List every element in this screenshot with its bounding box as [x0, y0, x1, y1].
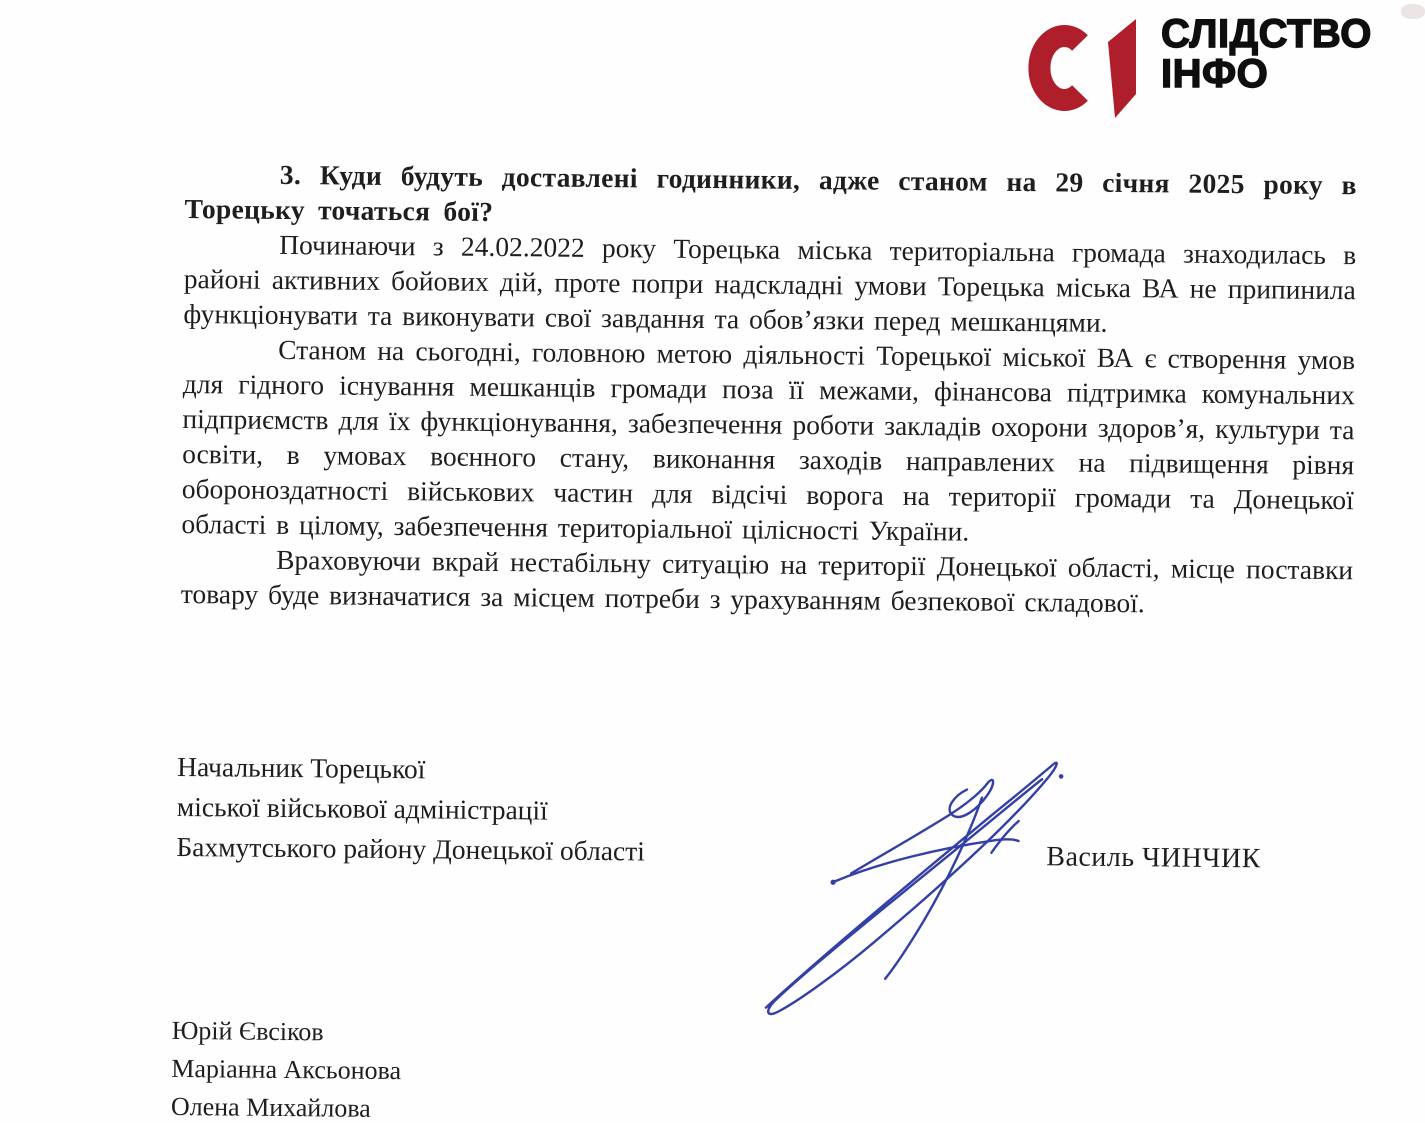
author-name: Маріанна Аксьонова [171, 1053, 402, 1086]
question-heading: 3. Куди будуть доставлені годинники, адже станом на 29 січня 2025 року в Торецьку точаться бої? [184, 158, 1357, 227]
paragraph-3: Враховуючи вкрай нестабільну ситуацію на території Донецької області, місце поставки товару буде визначатися за місцем потреби з урахуванням безпекової складової. [180, 543, 1354, 619]
handwritten-signature [738, 729, 1071, 1027]
signatory-title-line2: міської військової адміністрації [176, 790, 548, 826]
logo-wordmark-line1: СЛІДСТВО [1161, 12, 1372, 56]
signatory-name: Василь ЧИНЧИК [1046, 841, 1261, 875]
letter-body [181, 156, 1357, 622]
signature-main-stroke [766, 760, 1057, 1017]
paragraph-2: Станом на сьогодні, головною метою діяльності Торецької міської ВА є створення умов для гідного існування мешканців громади поза її межами, фінансова підтримка комунальних підприємств для їх функціонування, забезпечення роботи закладів охорони здоров’я, культури та освіти, в умовах воєнного стану, виконання заходів направлених на підвищення рівня обороноздатності військових частин для відсічі ворога на території громади та Донецької області в цілому, забезпечення територіальної цілісності України. [181, 333, 1356, 547]
signatory-title-line1: Начальник Торецької [177, 750, 426, 785]
signatory-title [176, 747, 646, 871]
signature-ink-dot [1059, 774, 1064, 779]
paragraph-1: Починаючи з 24.02.2022 року Торецька міська територіальна громада знаходилась в районі активних бойових дій, проте попри надскладні умови Торецька міська ВА не припинила функціонувати та виконувати свої завдання та обов’язки перед мешканцями. [183, 228, 1357, 338]
signature-flourish-stroke [835, 838, 1018, 883]
authors-list [171, 1012, 402, 1123]
signature-ink-dot [830, 880, 835, 885]
signatory-title-line3: Бахмутського району Донецької області [176, 830, 646, 867]
author-name: Олена Михайлова [170, 1091, 371, 1123]
author-name: Юрій Євсіков [171, 1015, 324, 1047]
logo-wordmark-line2: ІНФО [1161, 52, 1269, 96]
